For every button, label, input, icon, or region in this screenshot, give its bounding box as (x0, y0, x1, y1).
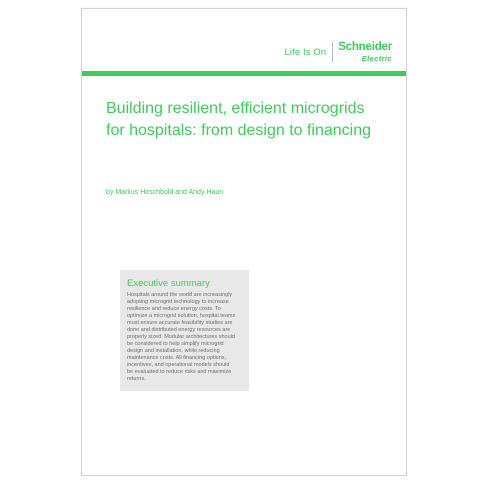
summary-line: properly sized. Modular architectures should (127, 334, 235, 340)
summary-line: be considered to help simplify microgrid (127, 341, 224, 347)
document-title (106, 98, 406, 142)
summary-line: Hospitals around the world are increasingly (127, 292, 233, 298)
brand-tagline: Life Is On (284, 46, 327, 58)
summary-line: resilience and reduce energy costs. To (127, 306, 221, 312)
summary-line: design and installation, while reducing (127, 348, 220, 354)
summary-line: adopting microgrid technology to increase (127, 299, 229, 305)
logo-word-schneider: Schneider (338, 41, 392, 53)
executive-summary-box (120, 270, 249, 391)
brand-divider (332, 42, 333, 62)
document-page (81, 8, 407, 476)
title-line: for hospitals: from design to financing (106, 122, 372, 139)
summary-line: done and distributed energy resources are (127, 327, 231, 333)
summary-line: returns. (127, 376, 146, 382)
summary-line: be evaluated to reduce risks and maximize (127, 369, 232, 375)
executive-summary-body (127, 292, 243, 383)
summary-line: maintenance costs. All financing options, (127, 355, 227, 361)
summary-line: incentives, and operational models should (127, 362, 230, 368)
schneider-electric-logo (338, 42, 392, 62)
title-line: Building resilient, efficient microgrids (106, 100, 365, 117)
logo-word-electric: Electric (361, 53, 392, 63)
header-green-bar (82, 71, 406, 76)
summary-line: optimize a microgrid solution, hospital teams (127, 313, 236, 319)
executive-summary-heading: Executive summary (127, 278, 210, 289)
brand-header (285, 42, 392, 62)
document-authors: by Markus Hirschbold and Andy Haun (106, 189, 224, 196)
summary-line: must ensure accurate feasibility studies are (127, 320, 233, 326)
